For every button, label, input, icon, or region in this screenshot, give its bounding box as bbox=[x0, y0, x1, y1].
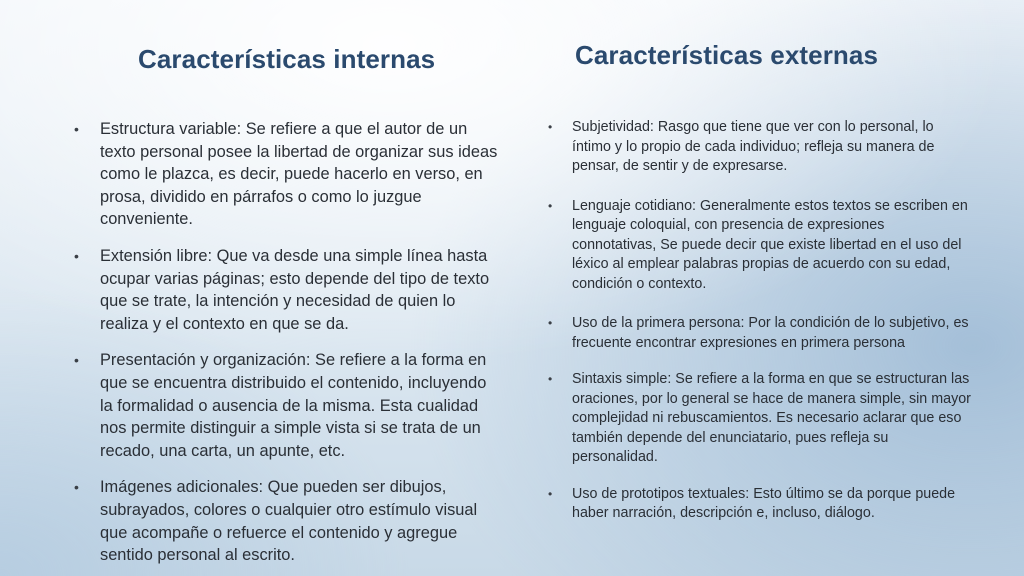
bullet-icon: • bbox=[548, 198, 553, 213]
list-item-text: Presentación y organización: Se refiere a la forma en que se encuentra distribuido el contenido, incluyendo la formalidad o ausencia de la misma. Esta cualidad nos permite distinguir a simple vista si se trata de un recado, una carta, un apunte, etc. bbox=[100, 351, 487, 460]
list-item-text: Imágenes adicionales: Que pueden ser dibujos, subrayados, colores o cualquier otro estímulo visual que acompañe o refuerce el contenido y agregue sentido personal al escrito. bbox=[100, 478, 478, 565]
list-item bbox=[74, 349, 502, 462]
list-item-text: Uso de la primera persona: Por la condición de lo subjetivo, es frecuente encontrar expresiones en primera persona bbox=[572, 315, 969, 351]
bullet-icon: • bbox=[548, 120, 553, 134]
list-item-text: Lenguaje cotidiano: Generalmente estos textos se escriben en lenguaje coloquial, con presencia de expresiones connotativas, Se puede decir que existe libertad en el uso del léxico al emplear palabras propias de acuerdo con su edad, condición o contexto. bbox=[572, 197, 968, 292]
bullet-icon: • bbox=[548, 316, 553, 330]
heading-internal-characteristics: Características internas bbox=[138, 44, 436, 74]
bullet-icon: • bbox=[74, 479, 79, 496]
list-item bbox=[548, 485, 972, 524]
list-item bbox=[74, 476, 502, 566]
bullet-icon: • bbox=[74, 352, 79, 369]
external-characteristics-list bbox=[548, 118, 972, 544]
list-item bbox=[74, 245, 502, 335]
list-item bbox=[74, 118, 502, 231]
list-item-text: Uso de prototipos textuales: Esto último se da porque puede haber narración, descripción e, incluso, diálogo. bbox=[572, 485, 956, 521]
bullet-icon: • bbox=[548, 372, 553, 386]
list-item-text: Estructura variable: Se refiere a que el autor de un texto personal posee la libertad de organizar sus ideas como le plazca, es decir, puede hacerlo en verso, en prosa, dividido en párrafos o como lo juzgue conveniente. bbox=[100, 120, 498, 229]
list-item-text: Subjetividad: Rasgo que tiene que ver con lo personal, lo íntimo y lo propio de cada individuo; refleja su manera de pensar, de sentir y de expresarse. bbox=[572, 119, 935, 174]
list-item bbox=[548, 370, 972, 468]
list-item bbox=[548, 314, 972, 353]
list-item-text: Extensión libre: Que va desde una simple línea hasta ocupar varias páginas; esto depende del tipo de texto que se trate, la intención y necesidad de quien lo realiza y el contexto en que se da. bbox=[100, 246, 490, 333]
list-item-text: Sintaxis simple: Se refiere a la forma en que se estructuran las oraciones, por lo general se hace de manera simple, sin mayor complejidad ni rebuscamientos. Es necesario aclarar que eso también depende del enunciatario, pues refleja su personalidad. bbox=[572, 371, 971, 465]
bullet-icon: • bbox=[548, 486, 553, 501]
bullet-icon: • bbox=[74, 247, 79, 264]
internal-characteristics-list bbox=[74, 118, 502, 576]
bullet-icon: • bbox=[74, 121, 79, 137]
heading-external-characteristics: Características externas bbox=[575, 40, 879, 70]
list-item bbox=[548, 118, 972, 177]
list-item bbox=[548, 197, 972, 295]
